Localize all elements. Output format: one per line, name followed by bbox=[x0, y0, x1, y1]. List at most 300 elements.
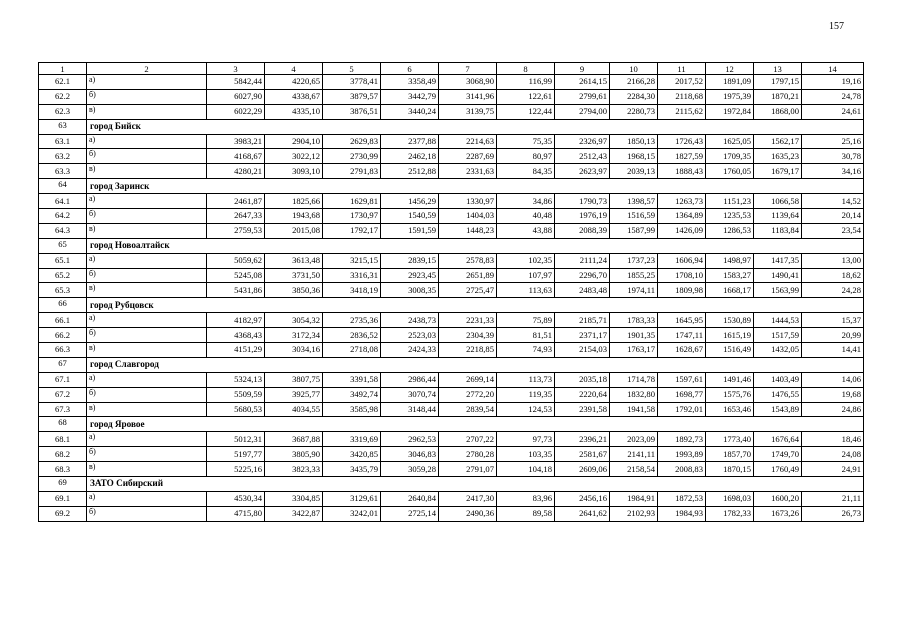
row-code: 64.3 bbox=[39, 223, 87, 238]
table-cell: 1891,09 bbox=[706, 75, 754, 90]
row-code: 64.2 bbox=[39, 209, 87, 224]
table-cell: 2735,36 bbox=[323, 313, 381, 328]
table-cell: 24,61 bbox=[802, 104, 864, 119]
table-cell: 1679,17 bbox=[754, 164, 802, 179]
table-cell: 14,52 bbox=[802, 194, 864, 209]
table-cell: 3034,16 bbox=[265, 343, 323, 358]
table-row bbox=[39, 491, 864, 506]
table-cell: 1673,26 bbox=[754, 506, 802, 521]
row-code: 66.1 bbox=[39, 313, 87, 328]
table-row bbox=[39, 387, 864, 402]
table-cell: 1708,10 bbox=[658, 268, 706, 283]
table-cell: 1653,46 bbox=[706, 402, 754, 417]
table-cell: 2839,15 bbox=[381, 253, 439, 268]
table-row bbox=[39, 253, 864, 268]
table-cell: 2523,03 bbox=[381, 328, 439, 343]
table-cell: 3059,28 bbox=[381, 462, 439, 477]
table-cell: 3435,79 bbox=[323, 462, 381, 477]
column-header: 9 bbox=[555, 63, 610, 75]
row-label: б) bbox=[87, 149, 207, 164]
row-code: 66.2 bbox=[39, 328, 87, 343]
table-row bbox=[39, 268, 864, 283]
table-cell: 1456,29 bbox=[381, 194, 439, 209]
table-cell: 6027,90 bbox=[207, 89, 265, 104]
table-row bbox=[39, 104, 864, 119]
table-cell: 2035,18 bbox=[555, 372, 610, 387]
table-cell: 2154,03 bbox=[555, 343, 610, 358]
table-cell: 3242,01 bbox=[323, 506, 381, 521]
table-cell: 2483,48 bbox=[555, 283, 610, 298]
table-cell: 1984,91 bbox=[610, 491, 658, 506]
section-row bbox=[39, 477, 864, 492]
section-code: 69 bbox=[39, 477, 87, 492]
table-cell: 122,44 bbox=[497, 104, 555, 119]
table-cell: 2438,73 bbox=[381, 313, 439, 328]
table-cell: 1941,58 bbox=[610, 402, 658, 417]
table-cell: 2647,33 bbox=[207, 209, 265, 224]
table-cell: 3807,75 bbox=[265, 372, 323, 387]
table-cell: 1139,64 bbox=[754, 209, 802, 224]
table-cell: 1790,73 bbox=[555, 194, 610, 209]
table-cell: 2609,06 bbox=[555, 462, 610, 477]
table-cell: 1872,53 bbox=[658, 491, 706, 506]
table-cell: 3316,31 bbox=[323, 268, 381, 283]
row-label: в) bbox=[87, 104, 207, 119]
table-cell: 18,62 bbox=[802, 268, 864, 283]
table-cell: 3440,24 bbox=[381, 104, 439, 119]
table-cell: 1668,17 bbox=[706, 283, 754, 298]
table-cell: 122,61 bbox=[497, 89, 555, 104]
table-cell: 34,16 bbox=[802, 164, 864, 179]
row-label: а) bbox=[87, 194, 207, 209]
table-cell: 80,97 bbox=[497, 149, 555, 164]
table-cell: 40,48 bbox=[497, 209, 555, 224]
table-cell: 1490,41 bbox=[754, 268, 802, 283]
table-cell: 1476,55 bbox=[754, 387, 802, 402]
row-code: 64.1 bbox=[39, 194, 87, 209]
table-cell: 97,73 bbox=[497, 432, 555, 447]
row-code: 62.1 bbox=[39, 75, 87, 90]
table-cell: 2088,39 bbox=[555, 223, 610, 238]
table-cell: 24,28 bbox=[802, 283, 864, 298]
table-cell: 4335,10 bbox=[265, 104, 323, 119]
row-label: а) bbox=[87, 432, 207, 447]
table-cell: 1606,94 bbox=[658, 253, 706, 268]
table-cell: 1625,05 bbox=[706, 134, 754, 149]
table-cell: 4034,55 bbox=[265, 402, 323, 417]
row-code: 62.2 bbox=[39, 89, 87, 104]
table-cell: 1263,73 bbox=[658, 194, 706, 209]
row-label: а) bbox=[87, 313, 207, 328]
table-cell: 1426,09 bbox=[658, 223, 706, 238]
table-cell: 124,53 bbox=[497, 402, 555, 417]
table-row bbox=[39, 328, 864, 343]
table-cell: 2391,58 bbox=[555, 402, 610, 417]
column-header: 10 bbox=[610, 63, 658, 75]
table-cell: 2699,14 bbox=[439, 372, 497, 387]
table-cell: 1698,03 bbox=[706, 491, 754, 506]
table-cell: 2759,53 bbox=[207, 223, 265, 238]
column-header: 4 bbox=[265, 63, 323, 75]
table-cell: 2218,85 bbox=[439, 343, 497, 358]
table-cell: 103,35 bbox=[497, 447, 555, 462]
table-cell: 75,89 bbox=[497, 313, 555, 328]
table-cell: 1597,61 bbox=[658, 372, 706, 387]
table-cell: 1563,99 bbox=[754, 283, 802, 298]
table-cell: 2640,84 bbox=[381, 491, 439, 506]
section-row bbox=[39, 179, 864, 194]
table-cell: 1773,40 bbox=[706, 432, 754, 447]
table-row bbox=[39, 506, 864, 521]
table-row bbox=[39, 194, 864, 209]
table-cell: 3879,57 bbox=[323, 89, 381, 104]
table-cell: 1870,15 bbox=[706, 462, 754, 477]
table-cell: 107,97 bbox=[497, 268, 555, 283]
table-cell: 1516,49 bbox=[706, 343, 754, 358]
row-label: а) bbox=[87, 253, 207, 268]
table-row bbox=[39, 75, 864, 90]
table-cell: 104,18 bbox=[497, 462, 555, 477]
table-cell: 1330,97 bbox=[439, 194, 497, 209]
table-row bbox=[39, 372, 864, 387]
table-cell: 1783,33 bbox=[610, 313, 658, 328]
row-code: 68.1 bbox=[39, 432, 87, 447]
table-cell: 1809,98 bbox=[658, 283, 706, 298]
table-cell: 23,54 bbox=[802, 223, 864, 238]
section-code: 65 bbox=[39, 238, 87, 253]
section-title: город Славгород bbox=[87, 357, 864, 372]
table-cell: 5680,53 bbox=[207, 402, 265, 417]
table-cell: 2417,30 bbox=[439, 491, 497, 506]
table-cell: 3391,58 bbox=[323, 372, 381, 387]
table-cell: 113,73 bbox=[497, 372, 555, 387]
table-cell: 19,68 bbox=[802, 387, 864, 402]
table-cell: 1432,05 bbox=[754, 343, 802, 358]
section-row bbox=[39, 298, 864, 313]
column-header: 1 bbox=[39, 63, 87, 75]
table-row bbox=[39, 164, 864, 179]
section-title: город Заринск bbox=[87, 179, 864, 194]
table-cell: 1398,57 bbox=[610, 194, 658, 209]
table-cell: 15,37 bbox=[802, 313, 864, 328]
row-label: б) bbox=[87, 447, 207, 462]
table-cell: 2220,64 bbox=[555, 387, 610, 402]
table-row bbox=[39, 432, 864, 447]
tariff-table bbox=[38, 62, 864, 522]
table-cell: 1737,23 bbox=[610, 253, 658, 268]
table-cell: 3925,77 bbox=[265, 387, 323, 402]
table-cell: 1972,84 bbox=[706, 104, 754, 119]
table-row bbox=[39, 223, 864, 238]
table-cell: 19,16 bbox=[802, 75, 864, 90]
row-label: в) bbox=[87, 462, 207, 477]
table-cell: 34,86 bbox=[497, 194, 555, 209]
row-label: б) bbox=[87, 268, 207, 283]
table-cell: 1975,39 bbox=[706, 89, 754, 104]
table-cell: 1403,49 bbox=[754, 372, 802, 387]
table-cell: 2461,87 bbox=[207, 194, 265, 209]
table-cell: 3420,85 bbox=[323, 447, 381, 462]
table-cell: 1832,80 bbox=[610, 387, 658, 402]
row-label: а) bbox=[87, 372, 207, 387]
column-header: 12 bbox=[706, 63, 754, 75]
table-cell: 2578,83 bbox=[439, 253, 497, 268]
table-cell: 4151,29 bbox=[207, 343, 265, 358]
column-header: 3 bbox=[207, 63, 265, 75]
row-label: а) bbox=[87, 491, 207, 506]
table-cell: 4182,97 bbox=[207, 313, 265, 328]
table-cell: 1870,21 bbox=[754, 89, 802, 104]
row-code: 63.3 bbox=[39, 164, 87, 179]
table-cell: 89,58 bbox=[497, 506, 555, 521]
table-cell: 20,99 bbox=[802, 328, 864, 343]
table-cell: 24,08 bbox=[802, 447, 864, 462]
table-row bbox=[39, 313, 864, 328]
section-title: город Рубцовск bbox=[87, 298, 864, 313]
table-cell: 1183,84 bbox=[754, 223, 802, 238]
table-cell: 1417,35 bbox=[754, 253, 802, 268]
table-cell: 20,14 bbox=[802, 209, 864, 224]
table-cell: 2166,28 bbox=[610, 75, 658, 90]
table-row bbox=[39, 89, 864, 104]
table-cell: 2772,20 bbox=[439, 387, 497, 402]
table-cell: 3983,21 bbox=[207, 134, 265, 149]
table-cell: 1968,15 bbox=[610, 149, 658, 164]
row-label: в) bbox=[87, 402, 207, 417]
table-cell: 2780,28 bbox=[439, 447, 497, 462]
row-label: в) bbox=[87, 343, 207, 358]
table-cell: 3823,33 bbox=[265, 462, 323, 477]
table-cell: 2015,08 bbox=[265, 223, 323, 238]
table-cell: 5012,31 bbox=[207, 432, 265, 447]
table-cell: 1516,59 bbox=[610, 209, 658, 224]
table-cell: 1628,67 bbox=[658, 343, 706, 358]
table-cell: 2284,30 bbox=[610, 89, 658, 104]
section-title: город Новоалтайск bbox=[87, 238, 864, 253]
table-cell: 1235,53 bbox=[706, 209, 754, 224]
table-cell: 3805,90 bbox=[265, 447, 323, 462]
table-cell: 14,06 bbox=[802, 372, 864, 387]
table-cell: 25,16 bbox=[802, 134, 864, 149]
table-row bbox=[39, 209, 864, 224]
table-cell: 75,35 bbox=[497, 134, 555, 149]
table-cell: 2512,88 bbox=[381, 164, 439, 179]
table-cell: 2651,89 bbox=[439, 268, 497, 283]
table-cell: 13,00 bbox=[802, 253, 864, 268]
row-label: в) bbox=[87, 283, 207, 298]
table-cell: 3585,98 bbox=[323, 402, 381, 417]
table-cell: 3172,34 bbox=[265, 328, 323, 343]
row-label: б) bbox=[87, 506, 207, 521]
table-cell: 1364,89 bbox=[658, 209, 706, 224]
row-label: б) bbox=[87, 209, 207, 224]
section-code: 64 bbox=[39, 179, 87, 194]
table-cell: 4368,43 bbox=[207, 328, 265, 343]
table-cell: 2904,10 bbox=[265, 134, 323, 149]
row-label: б) bbox=[87, 328, 207, 343]
section-title: город Яровое bbox=[87, 417, 864, 432]
table-row bbox=[39, 134, 864, 149]
section-row bbox=[39, 357, 864, 372]
table-cell: 2962,53 bbox=[381, 432, 439, 447]
table-cell: 1066,58 bbox=[754, 194, 802, 209]
table-cell: 2231,33 bbox=[439, 313, 497, 328]
table-cell: 1892,73 bbox=[658, 432, 706, 447]
table-cell: 3008,35 bbox=[381, 283, 439, 298]
table-cell: 1993,89 bbox=[658, 447, 706, 462]
table-cell: 2158,54 bbox=[610, 462, 658, 477]
table-cell: 2331,63 bbox=[439, 164, 497, 179]
table-cell: 1760,05 bbox=[706, 164, 754, 179]
table-cell: 5245,08 bbox=[207, 268, 265, 283]
row-code: 69.2 bbox=[39, 506, 87, 521]
section-row bbox=[39, 119, 864, 134]
table-cell: 1888,43 bbox=[658, 164, 706, 179]
table-cell: 3068,90 bbox=[439, 75, 497, 90]
table-cell: 1562,17 bbox=[754, 134, 802, 149]
table-cell: 30,78 bbox=[802, 149, 864, 164]
table-cell: 1857,70 bbox=[706, 447, 754, 462]
table-cell: 3358,49 bbox=[381, 75, 439, 90]
table-cell: 2836,52 bbox=[323, 328, 381, 343]
table-cell: 2490,36 bbox=[439, 506, 497, 521]
row-label: б) bbox=[87, 89, 207, 104]
table-cell: 5842,44 bbox=[207, 75, 265, 90]
section-row bbox=[39, 238, 864, 253]
table-cell: 3304,85 bbox=[265, 491, 323, 506]
table-cell: 4280,21 bbox=[207, 164, 265, 179]
table-cell: 1825,66 bbox=[265, 194, 323, 209]
table-cell: 2725,47 bbox=[439, 283, 497, 298]
table-cell: 2614,15 bbox=[555, 75, 610, 90]
column-header: 14 bbox=[802, 63, 864, 75]
table-cell: 2296,70 bbox=[555, 268, 610, 283]
column-header: 13 bbox=[754, 63, 802, 75]
row-code: 69.1 bbox=[39, 491, 87, 506]
table-cell: 2986,44 bbox=[381, 372, 439, 387]
table-cell: 3022,12 bbox=[265, 149, 323, 164]
table-cell: 1645,95 bbox=[658, 313, 706, 328]
table-cell: 3093,10 bbox=[265, 164, 323, 179]
table-cell: 3141,96 bbox=[439, 89, 497, 104]
section-code: 63 bbox=[39, 119, 87, 134]
table-cell: 2629,83 bbox=[323, 134, 381, 149]
column-header: 7 bbox=[439, 63, 497, 75]
table-cell: 1726,43 bbox=[658, 134, 706, 149]
table-cell: 1749,70 bbox=[754, 447, 802, 462]
table-cell: 3215,15 bbox=[323, 253, 381, 268]
column-header: 5 bbox=[323, 63, 381, 75]
table-cell: 3876,51 bbox=[323, 104, 381, 119]
section-title: город Бийск bbox=[87, 119, 864, 134]
table-cell: 26,73 bbox=[802, 506, 864, 521]
row-code: 67.1 bbox=[39, 372, 87, 387]
row-code: 63.1 bbox=[39, 134, 87, 149]
table-cell: 6022,29 bbox=[207, 104, 265, 119]
table-cell: 3148,44 bbox=[381, 402, 439, 417]
table-cell: 1974,11 bbox=[610, 283, 658, 298]
table-cell: 2718,08 bbox=[323, 343, 381, 358]
table-cell: 116,99 bbox=[497, 75, 555, 90]
table-cell: 2371,17 bbox=[555, 328, 610, 343]
table-cell: 2730,99 bbox=[323, 149, 381, 164]
table-cell: 2396,21 bbox=[555, 432, 610, 447]
column-header: 6 bbox=[381, 63, 439, 75]
table-cell: 2115,62 bbox=[658, 104, 706, 119]
table-cell: 43,88 bbox=[497, 223, 555, 238]
table-cell: 3492,74 bbox=[323, 387, 381, 402]
table-cell: 4715,80 bbox=[207, 506, 265, 521]
table-cell: 81,51 bbox=[497, 328, 555, 343]
table-cell: 3687,88 bbox=[265, 432, 323, 447]
table-cell: 1517,59 bbox=[754, 328, 802, 343]
table-cell: 2794,00 bbox=[555, 104, 610, 119]
table-cell: 1615,19 bbox=[706, 328, 754, 343]
table-cell: 5431,86 bbox=[207, 283, 265, 298]
table-cell: 1448,23 bbox=[439, 223, 497, 238]
table-cell: 1575,76 bbox=[706, 387, 754, 402]
table-cell: 2304,39 bbox=[439, 328, 497, 343]
row-label: а) bbox=[87, 134, 207, 149]
row-label: в) bbox=[87, 223, 207, 238]
table-cell: 1763,17 bbox=[610, 343, 658, 358]
table-cell: 2623,97 bbox=[555, 164, 610, 179]
table-cell: 2377,88 bbox=[381, 134, 439, 149]
table-cell: 24,91 bbox=[802, 462, 864, 477]
table-cell: 83,96 bbox=[497, 491, 555, 506]
table-cell: 1782,33 bbox=[706, 506, 754, 521]
table-cell: 1286,53 bbox=[706, 223, 754, 238]
row-code: 63.2 bbox=[39, 149, 87, 164]
table-cell: 3422,87 bbox=[265, 506, 323, 521]
row-label: б) bbox=[87, 387, 207, 402]
table-cell: 2707,22 bbox=[439, 432, 497, 447]
section-code: 68 bbox=[39, 417, 87, 432]
table-cell: 1855,25 bbox=[610, 268, 658, 283]
table-cell: 21,11 bbox=[802, 491, 864, 506]
table-cell: 2118,68 bbox=[658, 89, 706, 104]
table-cell: 1587,99 bbox=[610, 223, 658, 238]
table-cell: 2185,71 bbox=[555, 313, 610, 328]
row-code: 68.3 bbox=[39, 462, 87, 477]
table-cell: 1491,46 bbox=[706, 372, 754, 387]
table-cell: 3418,19 bbox=[323, 283, 381, 298]
table-body bbox=[39, 63, 864, 522]
table-cell: 2102,93 bbox=[610, 506, 658, 521]
table-cell: 2214,63 bbox=[439, 134, 497, 149]
table-cell: 2141,11 bbox=[610, 447, 658, 462]
table-cell: 2287,69 bbox=[439, 149, 497, 164]
table-cell: 1600,20 bbox=[754, 491, 802, 506]
section-title: ЗАТО Сибирский bbox=[87, 477, 864, 492]
table-cell: 5324,13 bbox=[207, 372, 265, 387]
table-cell: 1151,23 bbox=[706, 194, 754, 209]
table-cell: 1635,23 bbox=[754, 149, 802, 164]
table-cell: 84,35 bbox=[497, 164, 555, 179]
row-code: 62.3 bbox=[39, 104, 87, 119]
table-cell: 2462,18 bbox=[381, 149, 439, 164]
table-row bbox=[39, 343, 864, 358]
table-cell: 4530,34 bbox=[207, 491, 265, 506]
table-cell: 3129,61 bbox=[323, 491, 381, 506]
row-code: 67.2 bbox=[39, 387, 87, 402]
table-cell: 113,63 bbox=[497, 283, 555, 298]
table-cell: 1850,13 bbox=[610, 134, 658, 149]
table-cell: 1698,77 bbox=[658, 387, 706, 402]
header-row bbox=[39, 63, 864, 75]
table-cell: 1976,19 bbox=[555, 209, 610, 224]
table-cell: 1792,17 bbox=[323, 223, 381, 238]
